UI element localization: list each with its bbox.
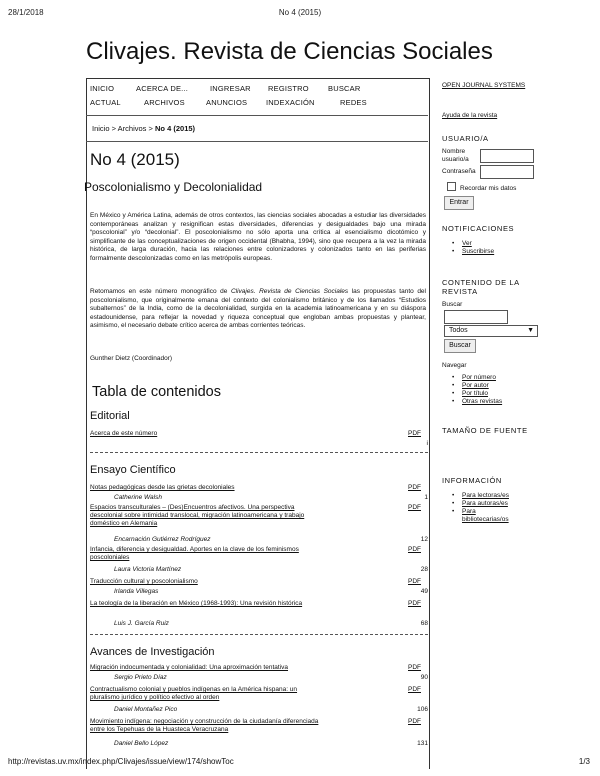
nav-actual[interactable]: ACTUAL	[90, 98, 121, 107]
section-separator	[90, 634, 428, 635]
article-title-link[interactable]: La teología de la liberación en México (1968-1993): Una revisión histórica	[90, 600, 303, 607]
nav-indexacion[interactable]: INDEXACIÓN	[266, 98, 315, 107]
font-size-title: TAMAÑO DE FUENTE	[442, 426, 528, 435]
pdf-link[interactable]: PDF	[408, 686, 421, 693]
article-page: 28	[420, 566, 428, 573]
article-page: 12	[420, 536, 428, 543]
pdf-link[interactable]: PDF	[408, 546, 421, 553]
article-author: Luis J. García Ruiz	[114, 620, 169, 627]
notifications-title: NOTIFICACIONES	[442, 224, 515, 233]
search-input[interactable]	[444, 310, 508, 324]
pdf-link[interactable]: PDF	[408, 718, 421, 725]
search-scope-select[interactable]	[444, 325, 538, 337]
article-page: 1	[424, 494, 428, 501]
article-author: Encarnación Gutiérrez Rodríguez	[114, 536, 211, 543]
pdf-link[interactable]: PDF	[408, 600, 421, 607]
print-page-number: 1/3	[578, 757, 590, 766]
issue-subtitle: Poscolonialismo y Decolonialidad	[84, 180, 263, 194]
article-page: 68	[420, 620, 428, 627]
ojs-link[interactable]: OPEN JOURNAL SYSTEMS	[442, 82, 526, 89]
divider	[86, 141, 428, 142]
pdf-link[interactable]: PDF	[408, 430, 421, 437]
browse-label: Navegar	[442, 362, 467, 369]
pdf-link[interactable]: PDF	[408, 578, 421, 585]
article-title-link[interactable]: Traducción cultural y poscolonialismo	[90, 578, 198, 585]
browse-by-author-link[interactable]: Por autor	[462, 382, 489, 389]
article-author: Catherine Walsh	[114, 494, 162, 501]
toc-heading: Tabla de contenidos	[92, 384, 221, 400]
nav-inicio[interactable]: INICIO	[90, 84, 115, 93]
remember-checkbox[interactable]	[447, 182, 456, 191]
information-title: INFORMACIÓN	[442, 476, 502, 485]
breadcrumb-separator: >	[148, 124, 153, 133]
article-page: 131	[417, 740, 428, 747]
browse-by-title-link[interactable]: Por título	[462, 390, 489, 397]
article-page: 49	[420, 588, 428, 595]
article-page: 90	[420, 674, 428, 681]
print-date: 28/1/2018	[8, 8, 44, 17]
article-author: Laura Victoria Martínez	[114, 566, 182, 573]
pdf-link[interactable]: PDF	[408, 504, 421, 511]
article-author: Daniel Montañez Pico	[114, 706, 178, 713]
issue-description-p1: En México y América Latina, además de otros contextos, las ciencias sociales abocadas a estudiar las diversidades contemporáneas analizan y resignifican estas diversidades, diferencias y desigualdades bajo una mirada “poscolonial” y/o “decolonial”. El poscolonialismo no sólo aporta una crítica al esencialismo dicotómico y simplificante de las conceptualizaciones de origen occidental (Bhabha, 1994), sino que recupera a la vez la mirada histórica, de larga duración, hacia las relaciones entre colonizadores y colonizados tanto en las periferias formalmente descolonizadas como en las metrópolis europeas.	[90, 212, 426, 262]
search-button[interactable]: Buscar	[444, 339, 476, 353]
search-label: Buscar	[442, 301, 463, 308]
nav-registro[interactable]: REGISTRO	[268, 84, 309, 93]
breadcrumb-current: No 4 (2015)	[155, 124, 196, 133]
breadcrumb-archives[interactable]: Archivos	[117, 124, 147, 133]
journal-content-title: CONTENIDO DE LA REVISTA	[442, 278, 520, 296]
pdf-link[interactable]: PDF	[408, 664, 421, 671]
search-scope-value: Todos	[449, 327, 468, 334]
article-page: i	[426, 440, 428, 447]
breadcrumb	[92, 124, 195, 133]
article-author: Sergio Prieto Díaz	[114, 674, 167, 681]
nav-buscar[interactable]: BUSCAR	[328, 84, 361, 93]
password-input[interactable]	[480, 165, 534, 179]
issue-title: No 4 (2015)	[90, 150, 180, 169]
article-author: Daniel Bello López	[114, 740, 169, 747]
nav-archivos[interactable]: ARCHIVOS	[144, 98, 185, 107]
info-authors-link[interactable]: Para autoras/es	[462, 500, 508, 507]
info-readers-link[interactable]: Para lectoras/es	[462, 492, 509, 499]
section-editorial-title: Editorial	[90, 410, 130, 422]
site-title[interactable]: Clivajes. Revista de Ciencias Sociales	[86, 38, 493, 65]
issue-description-p2: Retomamos en este número monográfico de Clivajes. Revista de Ciencias Sociales las propuestas tanto del poscolonialismo, que originalmente emana del contexto del colonialismo británico y de los llamados “Estudios subalternos” de la India, como de la decolonialidad, surgida en la academia latinoamericana y en su diáspora estadounidense, para reflejar la novedad y riqueza conceptual que engloban ambas propuestas y plantear, asimismo, el necesario debate crítico acerca de ambas corrientes teóricas.	[90, 288, 426, 330]
info-librarians-link[interactable]: Para bibliotecarias/os	[462, 508, 509, 523]
breadcrumb-separator: >	[111, 124, 116, 133]
divider	[86, 115, 428, 116]
chevron-down-icon: ▼	[527, 327, 534, 334]
nav-acerca[interactable]: ACERCA DE...	[136, 84, 188, 93]
nav-ingresar[interactable]: INGRESAR	[210, 84, 251, 93]
breadcrumb-home[interactable]: Inicio	[92, 124, 110, 133]
notifications-view-link[interactable]: Ver	[462, 240, 472, 247]
section-ensayo-title: Ensayo Científico	[90, 464, 176, 476]
login-button[interactable]: Entrar	[444, 196, 474, 210]
article-title-link[interactable]: Infancia, diferencia y desigualdad. Aportes en la clave de los feminismos poscoloniales	[90, 546, 299, 562]
article-title-link[interactable]: Contractualismo colonial y pueblos indígenas en la América hispana: un pluralismo jurídico y político efectivo al orden	[90, 686, 298, 702]
article-title-link[interactable]: Movimiento indígena: negociación y construcción de la ciudadanía diferenciada entre los Tepehuas de la Huasteca Veracruzana	[90, 718, 319, 734]
nav-redes[interactable]: REDES	[340, 98, 367, 107]
browse-by-issue-link[interactable]: Por número	[462, 374, 496, 381]
article-title-link[interactable]: Notas pedagógicas desde las grietas decoloniales	[90, 484, 235, 491]
article-title-link[interactable]: Espacios transculturales – (Des)Encuentros afectivos. Una perspectiva descolonial sobre intimidad translocal, migración latinoamericana y trabajo doméstico en Alemania	[90, 504, 305, 528]
article-title-link[interactable]: Acerca de este número	[90, 430, 158, 437]
username-input[interactable]	[480, 149, 534, 163]
username-label: Nombre usuario/a	[442, 148, 469, 163]
nav-anuncios[interactable]: ANUNCIOS	[206, 98, 248, 107]
other-journals-link[interactable]: Otras revistas	[462, 398, 503, 405]
issue-coordinator: Gunther Dietz (Coordinador)	[90, 355, 173, 362]
notifications-subscribe-link[interactable]: Suscribirse	[462, 248, 495, 255]
article-title-link[interactable]: Migración indocumentada y colonialidad: Una aproximación tentativa	[90, 664, 289, 671]
section-separator	[90, 452, 428, 453]
print-url: http://revistas.uv.mx/index.php/Clivajes/issue/view/174/showToc	[8, 757, 234, 766]
print-title: No 4 (2015)	[278, 8, 322, 17]
article-page: 106	[417, 706, 428, 713]
section-avances-title: Avances de Investigación	[90, 646, 215, 658]
article-author: Irlanda Villegas	[114, 588, 159, 595]
pdf-link[interactable]: PDF	[408, 484, 421, 491]
journal-help-link[interactable]: Ayuda de la revista	[442, 112, 498, 119]
user-block-title: USUARIO/A	[442, 134, 489, 143]
remember-label: Recordar mis datos	[460, 185, 517, 192]
password-label: Contraseña	[442, 168, 476, 175]
